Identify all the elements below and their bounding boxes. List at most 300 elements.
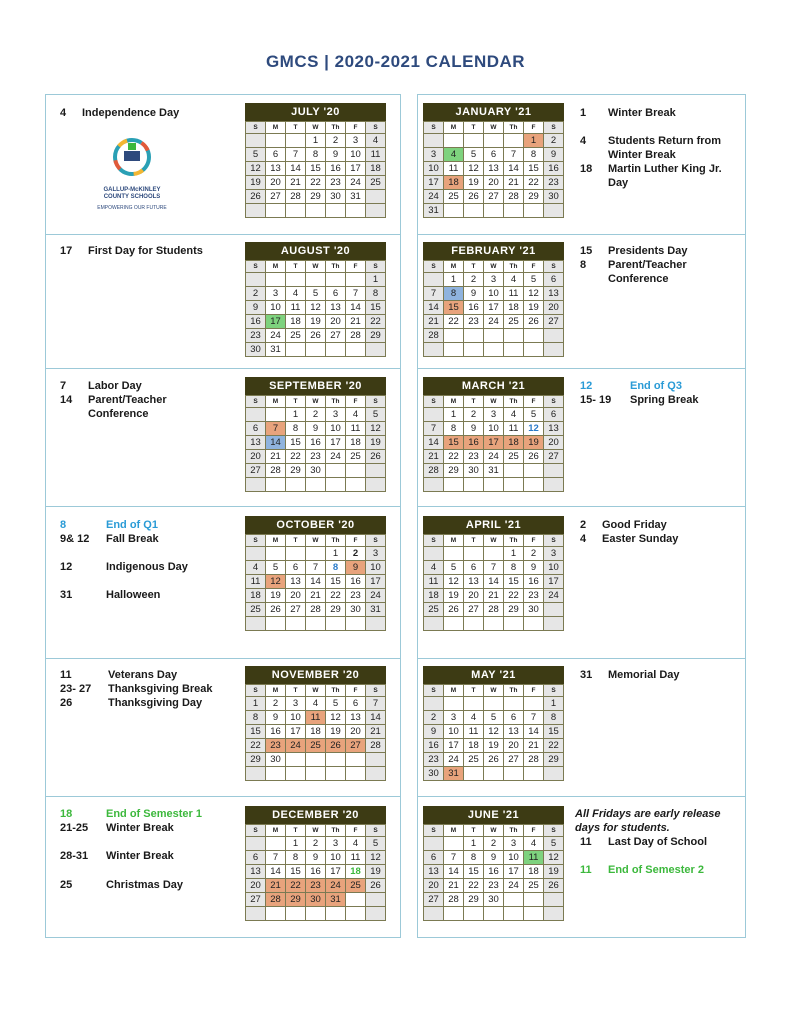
day-cell: 18 bbox=[346, 865, 366, 879]
event-date: 12 bbox=[60, 561, 73, 573]
day-cell: 12 bbox=[246, 162, 266, 176]
event-date: 4 bbox=[580, 533, 587, 545]
weekday-label: S bbox=[544, 122, 564, 134]
event-title: Presidents Day bbox=[608, 245, 688, 257]
day-cell: 1 bbox=[444, 273, 464, 287]
day-cell: 19 bbox=[464, 176, 484, 190]
weekday-label: S bbox=[366, 685, 386, 697]
day-cell: 2 bbox=[544, 134, 564, 148]
weekday-label: M bbox=[266, 685, 286, 697]
day-cell: 12 bbox=[544, 851, 564, 865]
day-cell: 8 bbox=[366, 287, 386, 301]
day-cell bbox=[544, 617, 564, 631]
day-cell: 2 bbox=[266, 697, 286, 711]
weekday-label: Th bbox=[504, 261, 524, 273]
day-cell bbox=[444, 837, 464, 851]
day-cell: 31 bbox=[366, 603, 386, 617]
event-title: Day bbox=[608, 177, 629, 189]
weekday-label: S bbox=[544, 825, 564, 837]
day-cell: 25 bbox=[246, 603, 266, 617]
day-cell bbox=[286, 617, 306, 631]
day-cell: 8 bbox=[524, 148, 544, 162]
day-cell bbox=[484, 478, 504, 492]
day-cell: 6 bbox=[544, 273, 564, 287]
event-date: 12 bbox=[580, 380, 593, 392]
day-cell: 11 bbox=[444, 162, 464, 176]
weekday-label: Th bbox=[326, 261, 346, 273]
day-cell bbox=[424, 343, 444, 357]
logo-line-2: COUNTY SCHOOLS bbox=[103, 194, 161, 200]
day-cell bbox=[266, 134, 286, 148]
day-cell: 11 bbox=[504, 287, 524, 301]
day-cell: 20 bbox=[326, 315, 346, 329]
day-cell: 20 bbox=[246, 879, 266, 893]
day-cell bbox=[326, 464, 346, 478]
month-calendar bbox=[423, 806, 564, 921]
event-date: 23- 27 bbox=[60, 683, 92, 695]
day-cell: 10 bbox=[504, 851, 524, 865]
weekday-label: W bbox=[306, 396, 326, 408]
day-cell: 7 bbox=[266, 851, 286, 865]
event-title: Last Day of School bbox=[608, 836, 708, 848]
day-cell bbox=[524, 329, 544, 343]
day-cell: 6 bbox=[484, 148, 504, 162]
day-cell: 21 bbox=[504, 176, 524, 190]
day-cell: 16 bbox=[326, 162, 346, 176]
day-cell: 9 bbox=[346, 561, 366, 575]
day-cell bbox=[504, 478, 524, 492]
day-cell: 18 bbox=[464, 739, 484, 753]
weekday-label: T bbox=[286, 685, 306, 697]
day-cell: 17 bbox=[424, 176, 444, 190]
day-cell bbox=[326, 343, 346, 357]
day-cell: 20 bbox=[544, 436, 564, 450]
day-cell: 10 bbox=[424, 162, 444, 176]
day-cell: 27 bbox=[246, 893, 266, 907]
day-cell: 20 bbox=[504, 739, 524, 753]
day-cell: 13 bbox=[326, 301, 346, 315]
day-cell: 25 bbox=[286, 329, 306, 343]
day-cell: 14 bbox=[484, 575, 504, 589]
day-cell bbox=[524, 893, 544, 907]
day-cell: 10 bbox=[366, 561, 386, 575]
weekday-label: T bbox=[286, 122, 306, 134]
day-cell: 24 bbox=[504, 879, 524, 893]
day-cell: 27 bbox=[504, 753, 524, 767]
day-cell: 10 bbox=[286, 711, 306, 725]
day-cell: 12 bbox=[444, 575, 464, 589]
day-cell bbox=[484, 617, 504, 631]
school-logo bbox=[77, 131, 187, 221]
day-cell: 30 bbox=[306, 893, 326, 907]
day-cell bbox=[326, 907, 346, 921]
day-cell: 13 bbox=[266, 162, 286, 176]
day-cell: 17 bbox=[504, 865, 524, 879]
day-cell bbox=[424, 478, 444, 492]
day-cell: 15 bbox=[444, 301, 464, 315]
weekday-label: M bbox=[266, 396, 286, 408]
day-cell: 28 bbox=[346, 329, 366, 343]
day-cell: 25 bbox=[346, 879, 366, 893]
weekday-label: T bbox=[286, 396, 306, 408]
day-cell: 3 bbox=[346, 134, 366, 148]
day-cell bbox=[444, 478, 464, 492]
day-cell: 21 bbox=[484, 589, 504, 603]
day-cell: 3 bbox=[326, 408, 346, 422]
day-cell: 19 bbox=[366, 436, 386, 450]
month-title: SEPTEMBER '20 bbox=[245, 377, 386, 395]
day-cell: 4 bbox=[366, 134, 386, 148]
day-cell: 2 bbox=[246, 287, 266, 301]
event-date: 15- 19 bbox=[580, 394, 612, 406]
day-cell: 22 bbox=[286, 879, 306, 893]
day-cell: 4 bbox=[444, 148, 464, 162]
weekday-label: Th bbox=[504, 122, 524, 134]
day-cell: 14 bbox=[266, 865, 286, 879]
day-cell: 11 bbox=[346, 851, 366, 865]
day-cell: 22 bbox=[504, 589, 524, 603]
day-cell bbox=[346, 907, 366, 921]
weekday-label: S bbox=[424, 261, 444, 273]
day-cell bbox=[246, 478, 266, 492]
day-cell: 23 bbox=[524, 589, 544, 603]
event-title: End of Q3 bbox=[630, 380, 682, 392]
weekday-label: S bbox=[366, 825, 386, 837]
day-cell bbox=[484, 767, 504, 781]
day-cell bbox=[366, 464, 386, 478]
weekday-label: F bbox=[346, 685, 366, 697]
weekday-label: S bbox=[424, 122, 444, 134]
day-cell: 13 bbox=[346, 711, 366, 725]
day-cell: 16 bbox=[544, 162, 564, 176]
day-cell: 28 bbox=[424, 329, 444, 343]
day-cell: 26 bbox=[484, 753, 504, 767]
day-cell bbox=[266, 837, 286, 851]
day-cell: 4 bbox=[524, 837, 544, 851]
event-title: Memorial Day bbox=[608, 669, 680, 681]
weekday-label: S bbox=[424, 535, 444, 547]
day-cell: 30 bbox=[544, 190, 564, 204]
day-cell: 15 bbox=[246, 725, 266, 739]
day-cell bbox=[444, 697, 464, 711]
weekday-label: Th bbox=[504, 396, 524, 408]
day-cell: 10 bbox=[346, 148, 366, 162]
day-cell: 27 bbox=[544, 315, 564, 329]
day-cell: 23 bbox=[326, 176, 346, 190]
day-cell: 11 bbox=[286, 301, 306, 315]
event-title: End of Q1 bbox=[106, 519, 158, 531]
day-cell bbox=[266, 204, 286, 218]
day-cell: 10 bbox=[544, 561, 564, 575]
day-cell bbox=[504, 329, 524, 343]
day-cell: 6 bbox=[346, 697, 366, 711]
day-cell: 26 bbox=[464, 190, 484, 204]
day-cell bbox=[246, 767, 266, 781]
day-cell: 25 bbox=[464, 753, 484, 767]
day-cell: 7 bbox=[424, 422, 444, 436]
day-cell: 19 bbox=[484, 739, 504, 753]
day-cell: 1 bbox=[286, 837, 306, 851]
day-cell: 24 bbox=[326, 450, 346, 464]
day-cell: 30 bbox=[464, 464, 484, 478]
day-cell bbox=[286, 547, 306, 561]
day-cell bbox=[366, 204, 386, 218]
day-cell bbox=[504, 767, 524, 781]
day-cell bbox=[266, 547, 286, 561]
day-cell bbox=[306, 204, 326, 218]
day-cell: 6 bbox=[266, 148, 286, 162]
day-cell: 14 bbox=[346, 301, 366, 315]
day-cell bbox=[286, 753, 306, 767]
month-calendar bbox=[245, 806, 386, 921]
day-cell bbox=[246, 134, 266, 148]
event-date: 11 bbox=[580, 864, 592, 876]
day-cell: 6 bbox=[424, 851, 444, 865]
day-cell: 8 bbox=[306, 148, 326, 162]
day-cell: 30 bbox=[306, 464, 326, 478]
weekday-label: F bbox=[524, 261, 544, 273]
day-cell: 1 bbox=[306, 134, 326, 148]
day-cell: 21 bbox=[266, 879, 286, 893]
event-title: Winter Break bbox=[106, 822, 174, 834]
day-cell: 18 bbox=[286, 315, 306, 329]
event-title: Christmas Day bbox=[106, 879, 184, 891]
day-cell: 2 bbox=[524, 547, 544, 561]
day-cell: 9 bbox=[544, 148, 564, 162]
day-cell bbox=[524, 767, 544, 781]
day-cell: 23 bbox=[544, 176, 564, 190]
day-cell: 4 bbox=[346, 408, 366, 422]
weekday-label: W bbox=[484, 535, 504, 547]
weekday-label: F bbox=[524, 535, 544, 547]
day-cell: 3 bbox=[544, 547, 564, 561]
day-cell: 16 bbox=[524, 575, 544, 589]
day-cell: 23 bbox=[464, 450, 484, 464]
day-cell bbox=[366, 893, 386, 907]
day-cell: 26 bbox=[306, 329, 326, 343]
weekday-label: S bbox=[246, 261, 266, 273]
day-cell: 26 bbox=[524, 315, 544, 329]
day-cell: 13 bbox=[246, 436, 266, 450]
day-cell: 4 bbox=[504, 408, 524, 422]
weekday-label: M bbox=[444, 535, 464, 547]
weekday-label: W bbox=[306, 825, 326, 837]
day-cell: 28 bbox=[524, 753, 544, 767]
day-cell: 11 bbox=[464, 725, 484, 739]
day-cell bbox=[484, 907, 504, 921]
day-cell: 3 bbox=[326, 837, 346, 851]
day-cell bbox=[424, 134, 444, 148]
day-cell: 20 bbox=[424, 879, 444, 893]
day-cell: 31 bbox=[346, 190, 366, 204]
day-cell bbox=[286, 478, 306, 492]
day-cell: 26 bbox=[524, 450, 544, 464]
day-cell: 15 bbox=[286, 436, 306, 450]
day-cell: 8 bbox=[286, 422, 306, 436]
day-cell: 29 bbox=[326, 603, 346, 617]
day-cell: 14 bbox=[524, 725, 544, 739]
weekday-label: S bbox=[246, 122, 266, 134]
weekday-label: M bbox=[444, 396, 464, 408]
day-cell bbox=[424, 617, 444, 631]
weekday-label: Th bbox=[326, 685, 346, 697]
day-cell: 15 bbox=[544, 725, 564, 739]
day-cell bbox=[266, 408, 286, 422]
day-cell: 5 bbox=[484, 711, 504, 725]
day-cell: 14 bbox=[266, 436, 286, 450]
day-cell bbox=[524, 204, 544, 218]
day-cell: 25 bbox=[306, 739, 326, 753]
day-cell: 28 bbox=[444, 893, 464, 907]
day-cell: 14 bbox=[286, 162, 306, 176]
weekday-label: T bbox=[464, 122, 484, 134]
day-cell: 31 bbox=[424, 204, 444, 218]
event-date: 15 bbox=[580, 245, 593, 257]
day-cell bbox=[504, 907, 524, 921]
day-cell: 10 bbox=[484, 287, 504, 301]
day-cell bbox=[346, 343, 366, 357]
weekday-label: T bbox=[464, 685, 484, 697]
day-cell bbox=[246, 408, 266, 422]
month-title: DECEMBER '20 bbox=[245, 806, 386, 824]
month-calendar bbox=[423, 377, 564, 492]
event-title: Conference bbox=[88, 408, 149, 420]
day-cell: 8 bbox=[246, 711, 266, 725]
weekday-label: S bbox=[544, 261, 564, 273]
day-cell: 14 bbox=[366, 711, 386, 725]
day-cell: 29 bbox=[366, 329, 386, 343]
day-cell: 27 bbox=[326, 329, 346, 343]
day-cell: 7 bbox=[504, 148, 524, 162]
weekday-label: W bbox=[484, 122, 504, 134]
day-cell bbox=[544, 603, 564, 617]
day-cell: 13 bbox=[484, 162, 504, 176]
weekday-label: W bbox=[306, 685, 326, 697]
day-cell: 9 bbox=[464, 422, 484, 436]
day-cell: 7 bbox=[424, 287, 444, 301]
month-title: AUGUST '20 bbox=[245, 242, 386, 260]
day-cell: 18 bbox=[246, 589, 266, 603]
day-cell: 30 bbox=[266, 753, 286, 767]
day-cell: 28 bbox=[484, 603, 504, 617]
day-cell: 19 bbox=[246, 176, 266, 190]
day-cell: 29 bbox=[504, 603, 524, 617]
day-cell bbox=[464, 547, 484, 561]
day-cell bbox=[444, 204, 464, 218]
day-cell: 18 bbox=[366, 162, 386, 176]
day-cell: 31 bbox=[444, 767, 464, 781]
day-cell: 22 bbox=[366, 315, 386, 329]
day-cell: 2 bbox=[464, 408, 484, 422]
day-cell: 23 bbox=[484, 879, 504, 893]
day-cell bbox=[346, 767, 366, 781]
school-logo-icon bbox=[77, 131, 187, 189]
weekday-label: W bbox=[484, 396, 504, 408]
day-cell: 12 bbox=[366, 422, 386, 436]
day-cell: 26 bbox=[544, 879, 564, 893]
day-cell: 21 bbox=[266, 450, 286, 464]
day-cell: 17 bbox=[484, 301, 504, 315]
day-cell: 16 bbox=[246, 315, 266, 329]
event-title: Martin Luther King Jr. bbox=[608, 163, 722, 175]
day-cell: 2 bbox=[306, 837, 326, 851]
day-cell: 31 bbox=[484, 464, 504, 478]
page-title: GMCS | 2020-2021 CALENDAR bbox=[265, 52, 526, 71]
day-cell: 16 bbox=[266, 725, 286, 739]
event-title: Winter Break bbox=[106, 850, 174, 862]
weekday-label: F bbox=[346, 535, 366, 547]
day-cell: 11 bbox=[504, 422, 524, 436]
day-cell bbox=[326, 273, 346, 287]
day-cell: 19 bbox=[444, 589, 464, 603]
day-cell bbox=[306, 767, 326, 781]
day-cell: 31 bbox=[266, 343, 286, 357]
event-date: 28-31 bbox=[60, 850, 89, 862]
day-cell bbox=[266, 273, 286, 287]
month-calendar bbox=[245, 516, 386, 631]
day-cell: 21 bbox=[346, 315, 366, 329]
weekday-label: F bbox=[524, 122, 544, 134]
day-cell: 12 bbox=[266, 575, 286, 589]
day-cell: 29 bbox=[444, 464, 464, 478]
weekday-label: S bbox=[246, 396, 266, 408]
day-cell bbox=[346, 478, 366, 492]
day-cell bbox=[346, 893, 366, 907]
weekday-label: F bbox=[524, 685, 544, 697]
day-cell: 30 bbox=[524, 603, 544, 617]
day-cell: 1 bbox=[286, 408, 306, 422]
day-cell bbox=[246, 907, 266, 921]
day-cell bbox=[306, 273, 326, 287]
weekday-label: F bbox=[346, 261, 366, 273]
weekday-label: M bbox=[444, 685, 464, 697]
day-cell bbox=[306, 478, 326, 492]
day-cell: 7 bbox=[346, 287, 366, 301]
day-cell: 30 bbox=[246, 343, 266, 357]
day-cell: 23 bbox=[464, 315, 484, 329]
day-cell: 5 bbox=[366, 408, 386, 422]
event-title: Thanksgiving Day bbox=[108, 697, 203, 709]
weekday-label: W bbox=[484, 261, 504, 273]
day-cell bbox=[306, 617, 326, 631]
weekday-label: T bbox=[286, 825, 306, 837]
day-cell: 15 bbox=[286, 865, 306, 879]
day-cell: 7 bbox=[484, 561, 504, 575]
day-cell bbox=[524, 907, 544, 921]
event-date: 17 bbox=[60, 245, 73, 257]
day-cell: 3 bbox=[484, 273, 504, 287]
day-cell bbox=[346, 617, 366, 631]
month-title: FEBRUARY '21 bbox=[423, 242, 564, 260]
day-cell: 14 bbox=[424, 301, 444, 315]
day-cell bbox=[464, 134, 484, 148]
day-cell: 14 bbox=[424, 436, 444, 450]
day-cell: 5 bbox=[544, 837, 564, 851]
day-cell: 2 bbox=[306, 408, 326, 422]
weekday-label: Th bbox=[326, 396, 346, 408]
day-cell: 27 bbox=[286, 603, 306, 617]
day-cell: 21 bbox=[366, 725, 386, 739]
day-cell: 8 bbox=[326, 561, 346, 575]
day-cell bbox=[524, 697, 544, 711]
event-date: 25 bbox=[60, 879, 73, 891]
day-cell: 15 bbox=[524, 162, 544, 176]
logo-line-3: EMPOWERING OUR FUTURE bbox=[97, 205, 167, 211]
weekday-label: M bbox=[444, 261, 464, 273]
day-cell: 25 bbox=[444, 190, 464, 204]
day-cell bbox=[424, 697, 444, 711]
day-cell: 27 bbox=[484, 190, 504, 204]
